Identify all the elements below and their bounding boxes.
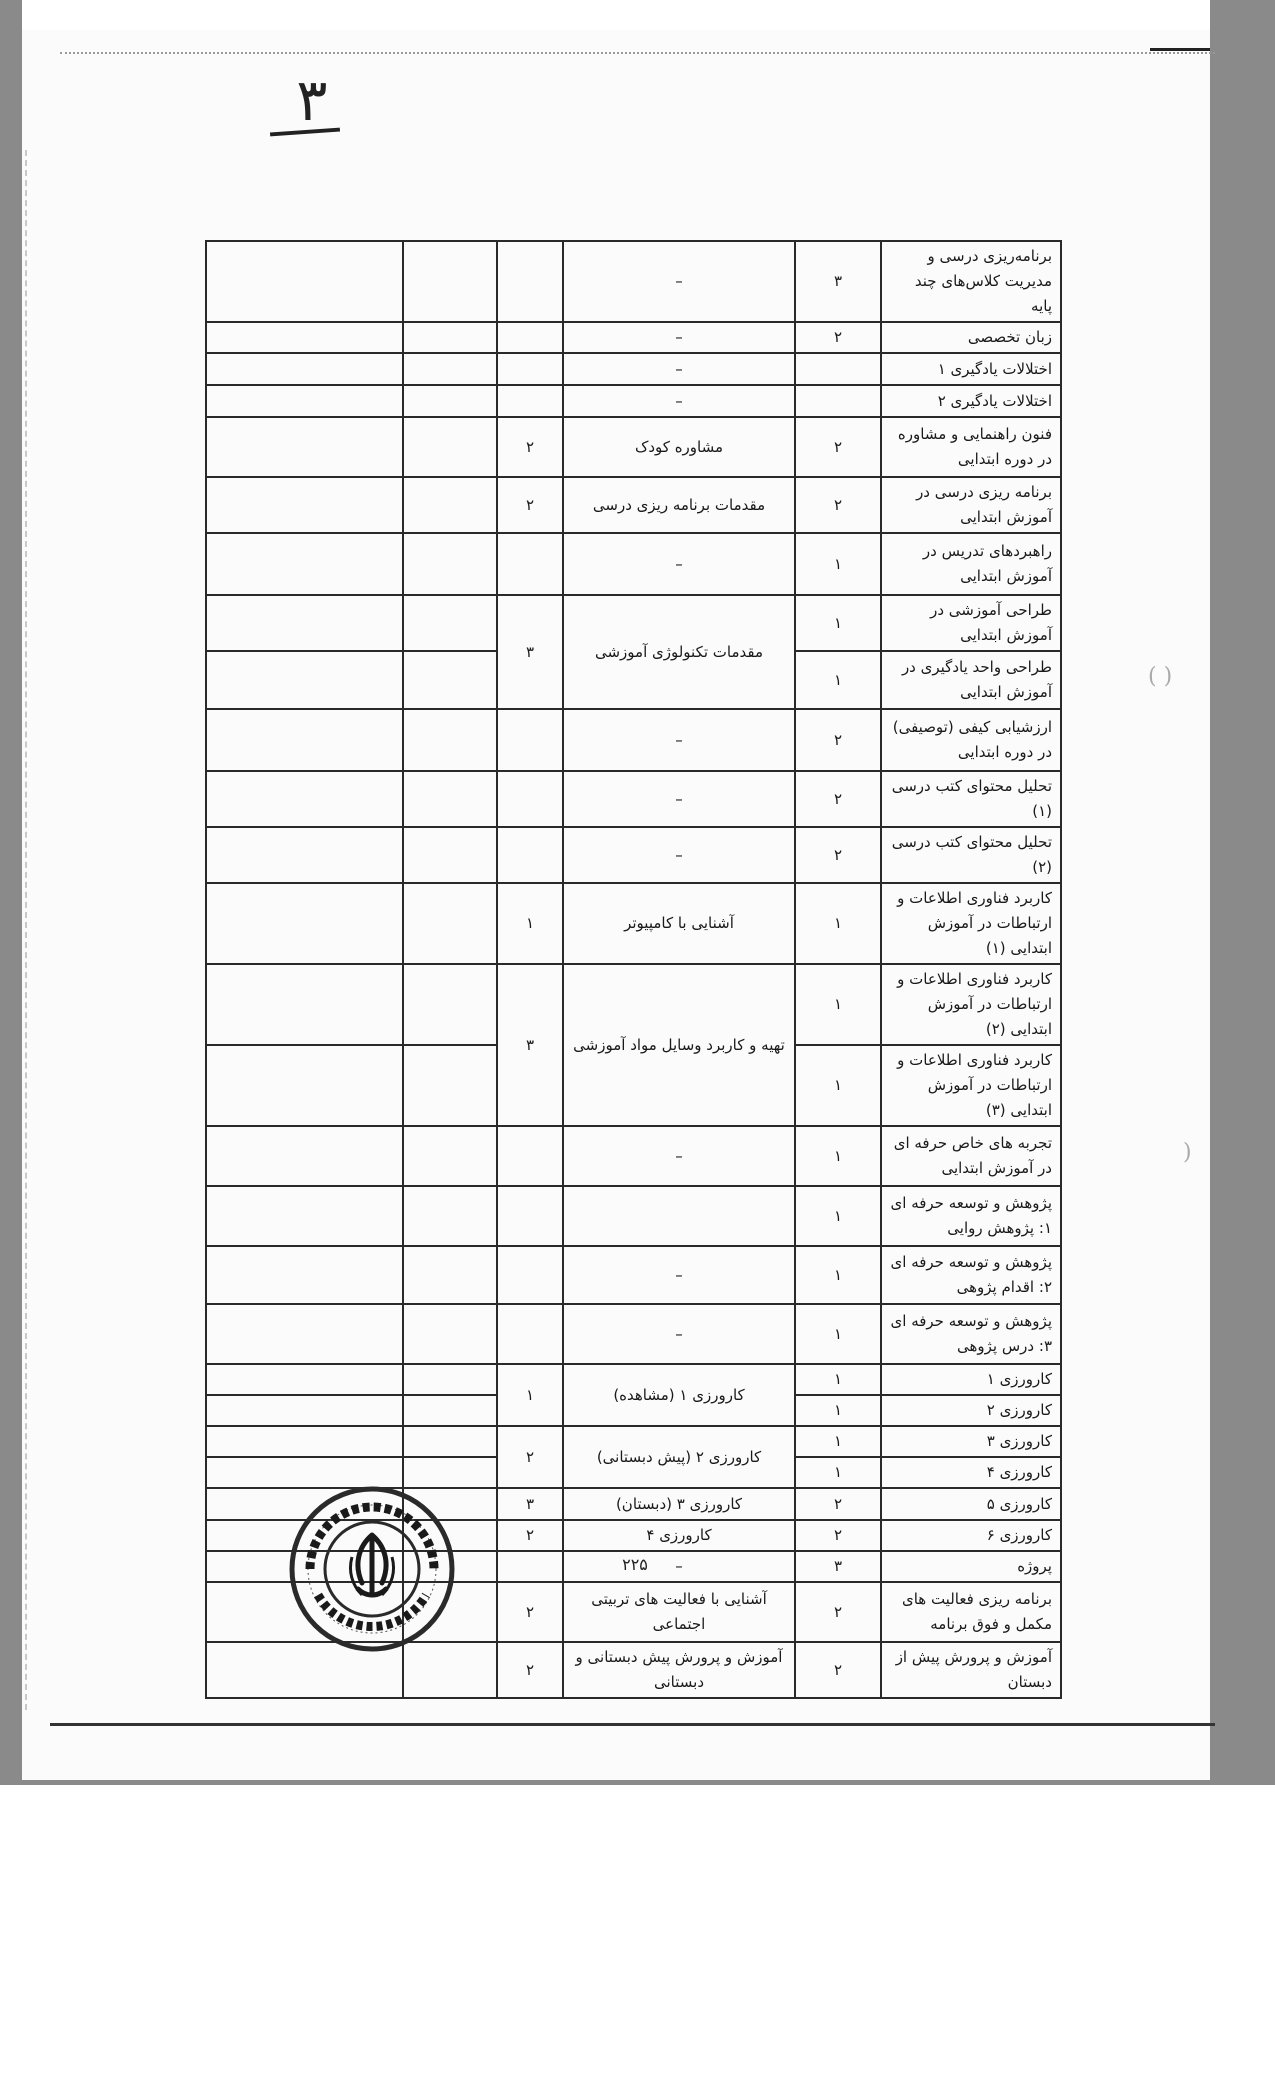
empty-cell: [206, 322, 403, 353]
empty-cell: [403, 417, 497, 477]
empty-cell: [206, 1246, 403, 1304]
empty-cell: [403, 964, 497, 1045]
empty-cell: [403, 322, 497, 353]
empty-cell: [206, 1045, 403, 1126]
course-table: [205, 240, 1062, 1699]
prereq-credits: [497, 771, 563, 827]
course-credits: ۲: [795, 417, 881, 477]
prereq-name: –: [563, 241, 795, 322]
prereq-credits: [497, 322, 563, 353]
course-credits: ۱: [795, 883, 881, 964]
prereq-name: –: [563, 353, 795, 385]
prereq-name: –: [563, 322, 795, 353]
course-name: برنامه ریزی فعالیت های مکمل و فوق برنامه: [881, 1582, 1061, 1642]
course-name: تحلیل محتوای کتب درسی (۲): [881, 827, 1061, 883]
empty-cell: [403, 1304, 497, 1364]
empty-cell: [403, 883, 497, 964]
empty-cell: [206, 1126, 403, 1186]
empty-cell: [206, 651, 403, 709]
table-row: [206, 1304, 1061, 1364]
table-row: [206, 322, 1061, 353]
prereq-name: –: [563, 1304, 795, 1364]
course-credits: ۲: [795, 1488, 881, 1520]
empty-cell: [206, 1364, 403, 1395]
prereq-name: مشاوره کودک: [563, 417, 795, 477]
course-name: کارورزی ۱: [881, 1364, 1061, 1395]
empty-cell: [403, 595, 497, 651]
course-name: تجربه های خاص حرفه ای در آموزش ابتدایی: [881, 1126, 1061, 1186]
course-credits: ۲: [795, 322, 881, 353]
course-credits: ۲: [795, 1642, 881, 1698]
empty-cell: [206, 709, 403, 771]
prereq-credits: [497, 353, 563, 385]
course-credits: ۲: [795, 709, 881, 771]
course-credits: ۱: [795, 595, 881, 651]
course-name: برنامه ریزی درسی در آموزش ابتدایی: [881, 477, 1061, 533]
table-row: [206, 709, 1061, 771]
table-row: [206, 1364, 1061, 1395]
prereq-name: –: [563, 385, 795, 417]
prereq-credits: ۲: [497, 1426, 563, 1488]
course-credits: ۱: [795, 1126, 881, 1186]
prereq-name: کارورزی ۳ (دبستان): [563, 1488, 795, 1520]
course-credits: ۱: [795, 964, 881, 1045]
course-credits: ۱: [795, 1186, 881, 1246]
margin-mark: ( ): [1148, 664, 1173, 689]
prereq-credits: [497, 241, 563, 322]
course-name: ارزشیابی کیفی (توصیفی) در دوره ابتدایی: [881, 709, 1061, 771]
course-name: کاربرد فناوری اطلاعات و ارتباطات در آموزش ابتدایی (۲): [881, 964, 1061, 1045]
course-name: پژوهش و توسعه حرفه ای ۱: پژوهش روایی: [881, 1186, 1061, 1246]
prereq-credits: [497, 1304, 563, 1364]
course-credits: ۲: [795, 477, 881, 533]
empty-cell: [206, 353, 403, 385]
course-name: اختلالات یادگیری ۲: [881, 385, 1061, 417]
course-credits: ۲: [795, 1520, 881, 1551]
table-row: [206, 595, 1061, 651]
course-name: کارورزی ۶: [881, 1520, 1061, 1551]
empty-cell: [403, 477, 497, 533]
course-name: کاربرد فناوری اطلاعات و ارتباطات در آموزش ابتدایی (۱): [881, 883, 1061, 964]
empty-cell: [403, 709, 497, 771]
course-credits: ۱: [795, 651, 881, 709]
empty-cell: [206, 385, 403, 417]
course-name: طراحی آموزشی در آموزش ابتدایی: [881, 595, 1061, 651]
empty-cell: [403, 771, 497, 827]
empty-cell: [403, 353, 497, 385]
course-name: کاربرد فناوری اطلاعات و ارتباطات در آموزش ابتدایی (۳): [881, 1045, 1061, 1126]
ministry-seal-stamp: [288, 1485, 456, 1653]
prereq-credits: [497, 1551, 563, 1582]
empty-cell: [206, 477, 403, 533]
prereq-name: [563, 1186, 795, 1246]
empty-cell: [403, 1126, 497, 1186]
empty-cell: [403, 241, 497, 322]
empty-cell: [206, 771, 403, 827]
prereq-name: کارورزی ۱ (مشاهده): [563, 1364, 795, 1426]
course-credits: ۲: [795, 771, 881, 827]
empty-cell: [206, 1304, 403, 1364]
empty-cell: [403, 385, 497, 417]
empty-cell: [403, 1426, 497, 1457]
empty-cell: [206, 827, 403, 883]
course-name: طراحی واحد یادگیری در آموزش ابتدایی: [881, 651, 1061, 709]
table-row: [206, 353, 1061, 385]
table-row: [206, 1126, 1061, 1186]
scan-margin-left: [0, 0, 22, 1785]
prereq-credits: ۳: [497, 1488, 563, 1520]
prereq-credits: ۱: [497, 1364, 563, 1426]
prereq-credits: ۲: [497, 1642, 563, 1698]
empty-cell: [403, 1457, 497, 1488]
course-credits: ۱: [795, 1364, 881, 1395]
empty-cell: [403, 1246, 497, 1304]
course-name: زبان تخصصی: [881, 322, 1061, 353]
top-border-line: [60, 52, 1215, 54]
course-credits: ۳: [795, 241, 881, 322]
prereq-name: تهیه و کاربرد وسایل مواد آموزشی: [563, 964, 795, 1126]
prereq-name: –: [563, 1126, 795, 1186]
prereq-credits: [497, 827, 563, 883]
course-name: کارورزی ۵: [881, 1488, 1061, 1520]
prereq-name: –: [563, 1246, 795, 1304]
scan-margin-right: [1210, 0, 1275, 1785]
prereq-credits: [497, 1186, 563, 1246]
empty-cell: [403, 1364, 497, 1395]
prereq-name: –: [563, 1551, 795, 1582]
prereq-credits: [497, 533, 563, 595]
prereq-name: –: [563, 709, 795, 771]
prereq-credits: ۳: [497, 595, 563, 709]
table-row: [206, 771, 1061, 827]
course-credits: ۱: [795, 1246, 881, 1304]
course-name: آموزش و پرورش پیش از دبستان: [881, 1642, 1061, 1698]
table-row: [206, 883, 1061, 964]
course-credits: [795, 353, 881, 385]
empty-cell: [206, 1457, 403, 1488]
empty-cell: [403, 1395, 497, 1426]
course-name: پژوهش و توسعه حرفه ای ۲: اقدام پژوهی: [881, 1246, 1061, 1304]
table-row: [206, 385, 1061, 417]
course-credits: ۱: [795, 1304, 881, 1364]
course-name: فنون راهنمایی و مشاوره در دوره ابتدایی: [881, 417, 1061, 477]
prereq-credits: ۲: [497, 477, 563, 533]
course-credits: ۱: [795, 1395, 881, 1426]
course-credits: ۲: [795, 1582, 881, 1642]
table-row: [206, 417, 1061, 477]
course-credits: ۱: [795, 1426, 881, 1457]
empty-cell: [206, 1426, 403, 1457]
course-credits: ۳: [795, 1551, 881, 1582]
empty-cell: [403, 533, 497, 595]
prereq-credits: ۳: [497, 964, 563, 1126]
empty-cell: [403, 1045, 497, 1126]
course-name: پروژه: [881, 1551, 1061, 1582]
empty-cell: [206, 1186, 403, 1246]
scan-margin-bottom: [0, 1780, 1275, 1785]
empty-cell: [206, 241, 403, 322]
prereq-credits: [497, 385, 563, 417]
prereq-credits: ۲: [497, 1520, 563, 1551]
table-row: [206, 1186, 1061, 1246]
prereq-credits: [497, 1246, 563, 1304]
prereq-credits: [497, 709, 563, 771]
prereq-name: –: [563, 827, 795, 883]
course-credits: ۱: [795, 533, 881, 595]
prereq-name: –: [563, 771, 795, 827]
empty-cell: [206, 417, 403, 477]
course-credits: ۱: [795, 1457, 881, 1488]
prereq-name: آشنایی با کامپیوتر: [563, 883, 795, 964]
table-row: [206, 241, 1061, 322]
table-row: [206, 827, 1061, 883]
prereq-name: مقدمات برنامه ریزی درسی: [563, 477, 795, 533]
empty-cell: [206, 1395, 403, 1426]
prereq-credits: ۱: [497, 883, 563, 964]
course-name: کارورزی ۲: [881, 1395, 1061, 1426]
prereq-name: آموزش و پرورش پیش دبستانی و دبستانی: [563, 1642, 795, 1698]
prereq-name: آشنایی با فعالیت های تربیتی اجتماعی: [563, 1582, 795, 1642]
top-corner-line: [1150, 48, 1210, 51]
margin-mark: ): [1183, 1140, 1192, 1165]
course-name: پژوهش و توسعه حرفه ای ۳: درس پژوهی: [881, 1304, 1061, 1364]
prereq-name: کارورزی ۲ (پیش دبستانی): [563, 1426, 795, 1488]
page-number: ۲۲۵: [622, 1555, 648, 1574]
prereq-credits: [497, 1126, 563, 1186]
course-name: کارورزی ۴: [881, 1457, 1061, 1488]
empty-cell: [206, 533, 403, 595]
table-row: [206, 533, 1061, 595]
prereq-credits: ۲: [497, 1582, 563, 1642]
course-name: اختلالات یادگیری ۱: [881, 353, 1061, 385]
left-scan-line: [25, 150, 27, 1710]
prereq-name: مقدمات تکنولوژی آموزشی: [563, 595, 795, 709]
course-credits: [795, 385, 881, 417]
course-name: راهبردهای تدریس در آموزش ابتدایی: [881, 533, 1061, 595]
table-row: [206, 964, 1061, 1045]
prereq-name: کارورزی ۴: [563, 1520, 795, 1551]
bottom-border-line: [50, 1723, 1215, 1726]
empty-cell: [403, 1186, 497, 1246]
empty-cell: [403, 827, 497, 883]
empty-cell: [206, 595, 403, 651]
empty-cell: [403, 651, 497, 709]
table-row: [206, 1426, 1061, 1457]
course-credits: ۲: [795, 827, 881, 883]
course-credits: ۱: [795, 1045, 881, 1126]
handwritten-page-mark: ۳: [296, 66, 328, 134]
course-name: تحلیل محتوای کتب درسی (۱): [881, 771, 1061, 827]
course-name: کارورزی ۳: [881, 1426, 1061, 1457]
prereq-credits: ۲: [497, 417, 563, 477]
course-name: برنامه‌ریزی درسی و مدیریت کلاس‌های چند پایه: [881, 241, 1061, 322]
prereq-name: –: [563, 533, 795, 595]
empty-cell: [206, 883, 403, 964]
table-row: [206, 1246, 1061, 1304]
empty-cell: [206, 964, 403, 1045]
table-row: [206, 477, 1061, 533]
